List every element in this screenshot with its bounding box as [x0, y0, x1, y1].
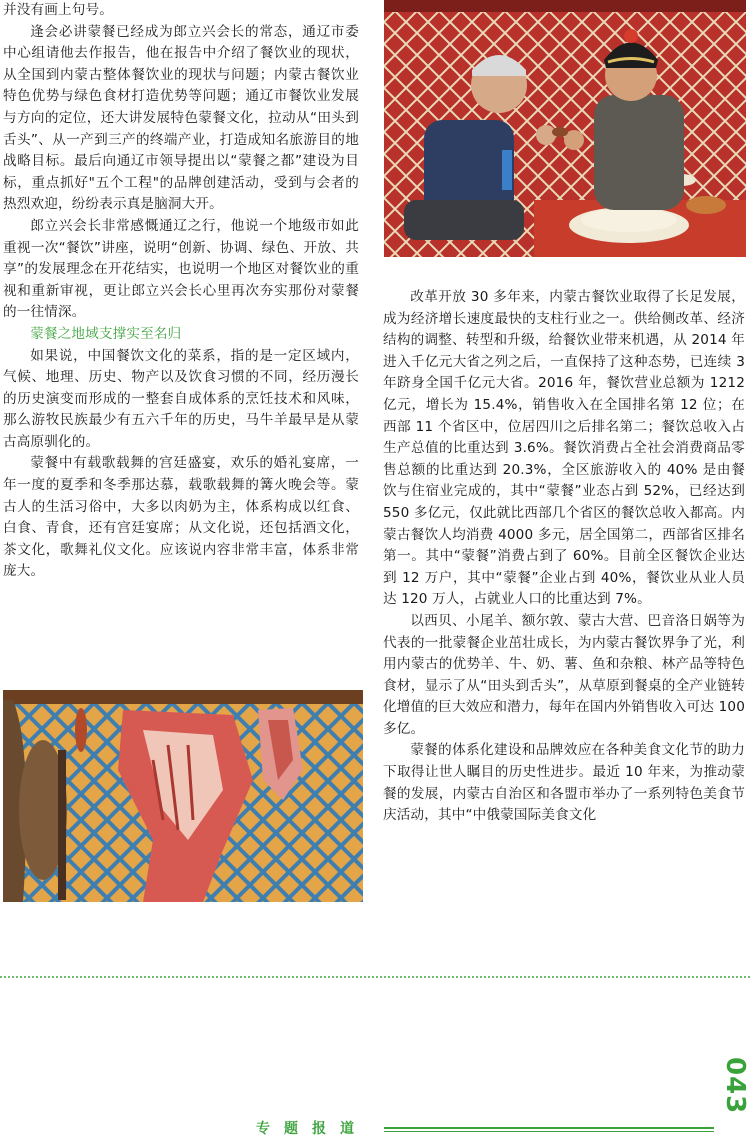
hanging-meat-photo: [3, 690, 363, 902]
paragraph: 改革开放 30 多年来，内蒙古餐饮业取得了长足发展，成为经济增长速度最快的支柱行业之一。供给侧改革、经济结构的调整、转型和升级，给餐饮业带来机遇，从 2014 年进入千亿元大省之列之后，一直保持了这种态势，已连续 3 年跻身全国千亿元大省。2016 年，餐饮营业总额为 1212 亿元，增长为 15.4%，销售收入在全国排名第 12 位；在西部 11 个省区中，位居四川之后排名第二；餐饮总收入占生产总值的比重达到 3.6%。餐饮消费占全社会消费商品零售总额的比重达到 20.3%，全区旅游收入的 40% 是由餐饮与住宿业完成的，其中“蒙餐”业态占到 52%，已经达到 550 多亿元，仅此就比西部几个省区的餐饮总收入都高。内蒙古餐饮人均消费 4000 多元，居全国第二，西部省区排名第一。其中“蒙餐”消费占到了 60%。目前全区餐饮企业达到 12 万户，其中“蒙餐”企业占到 40%，餐饮业从业人员达 120 万人，占就业人口的比重达到 7%。: [383, 289, 745, 608]
footer-rule-thin: [384, 1131, 714, 1132]
left-text-column: [3, 0, 359, 583]
paragraph: 蒙餐中有载歌载舞的宫廷盛宴，欢乐的婚礼宴席，一年一度的夏季和冬季那达慕，载歌载舞的篝火晚会等。蒙古人的生活习俗中，大多以肉奶为主，体系构成以红食、白食、青食，还有宫廷宴席；从文化说，还包括酒文化，茶文化，歌舞礼仪文化。应该说内容非常丰富，体系非常庞大。: [3, 455, 359, 580]
yurt-toast-photo: [384, 0, 746, 257]
page-number: 043: [720, 1057, 750, 1115]
footer-dotted-divider: [0, 976, 750, 978]
paragraph: 以西贝、小尾羊、额尔敦、蒙古大营、巴音洛日娲等为代表的一批蒙餐企业茁壮成长，为内蒙古餐饮界争了光，利用内蒙古的优势羊、牛、奶、薯、鱼和杂粮、林产品等特色食材，显示了从“田头到舌头”，从草原到餐桌的全产业链转化增值的巨大效应和潜力，每年在国内外销售收入可达 100 多亿。: [383, 612, 745, 737]
paragraph: 如果说，中国餐饮文化的菜系，指的是一定区域内，气候、地理、历史、物产以及饮食习惯的不同，经历漫长的历史演变而形成的一整套自成体系的烹饪技术和风味，那么游牧民族最少有五六千年的历史，马牛羊最早是从蒙古高原驯化的。: [3, 347, 359, 450]
paragraph: 蒙餐的体系化建设和品牌效应在各种美食文化节的助力下取得让世人瞩目的历史性进步。最近 10 年来，为推动蒙餐的发展，内蒙古自治区和各盟市举办了一系列特色美食节庆活动，其中“中俄蒙国际美食文化: [383, 742, 745, 824]
yurt-toast-illustration: [384, 0, 746, 257]
section-subheading: 蒙餐之地域支撑实至名归: [30, 325, 182, 342]
footer-rule: [384, 1127, 714, 1129]
paragraph: 并没有画上句号。: [3, 2, 113, 18]
right-text-column: [383, 287, 745, 827]
hanging-meat-illustration: [3, 690, 363, 902]
section-label: 专题报道: [256, 1121, 368, 1137]
paragraph: 郎立兴会长非常感慨通辽之行，他说一个地级市如此重视一次“餐饮”讲座，说明“创新、协调、绿色、开放、共享”的发展理念在开花结实，也说明一个地区对餐饮业的重视和重新审视，更让郎立兴会长心里再次夯实那份对蒙餐的一往情深。: [3, 217, 359, 321]
paragraph: 逢会必讲蒙餐已经成为郎立兴会长的常态，通辽市委中心组请他去作报告，他在报告中介绍了餐饮业的现状，从全国到内蒙古整体餐饮业的现状与问题；内蒙古餐饮业特色优势与绿色食材打造优势等问题；通辽市餐饮业发展与方向的定位，还大讲发展特色蒙餐文化，拉动从“田头到舌头”、从一产到三产的终端产业，打造成知名旅游目的地战略目标。最后向通辽市领导提出以“蒙餐之都”建设为目标，重点抓好"五个工程"的品牌创建活动，受到与会者的热烈欢迎，纷纷表示真是脑洞大开。: [3, 23, 359, 213]
